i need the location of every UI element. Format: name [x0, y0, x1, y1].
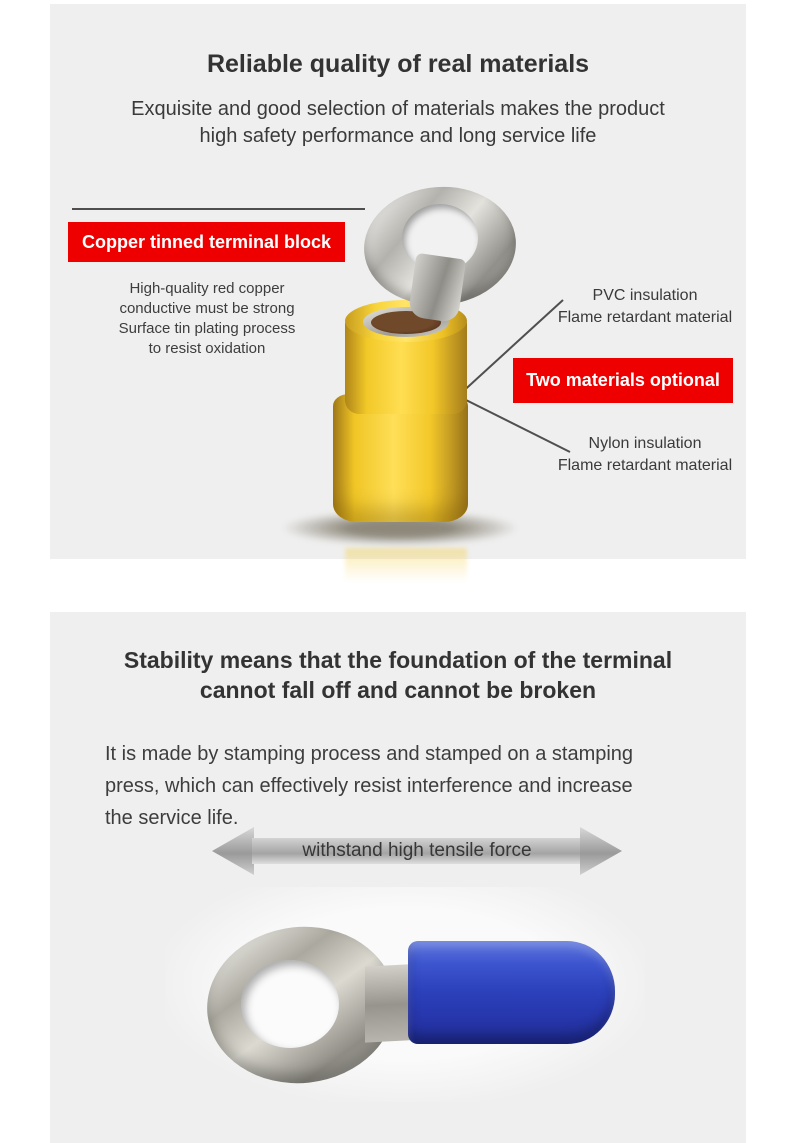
two-materials-badge: Two materials optional	[513, 358, 733, 403]
blue-terminal-ring-hole	[241, 960, 339, 1048]
copper-note	[75, 279, 339, 359]
section2-body	[105, 738, 725, 834]
yellow-terminal-reflection	[345, 548, 467, 582]
section1-subtitle-line2: high safety performance and long service life	[199, 125, 597, 147]
pvc-callout-line1: PVC insulation	[592, 287, 698, 304]
section1-heading: Reliable quality of real materials	[206, 50, 590, 78]
section2-body-line3: the service life.	[105, 807, 239, 829]
yellow-terminal-metal-stem	[408, 253, 466, 323]
nylon-callout-line2: Flame retardant material	[557, 457, 733, 474]
section2-body-line2: press, which can effectively resist interference and increase	[105, 775, 633, 797]
pvc-callout	[535, 285, 755, 329]
section1-subtitle-line1: Exquisite and good selection of materials makes the product	[131, 98, 665, 120]
copper-note-line2: conductive must be strong	[119, 300, 295, 317]
section-stability	[50, 612, 746, 1143]
section2-heading-line2: cannot fall off and cannot be broken	[199, 677, 597, 703]
section2-body-line1: It is made by stamping process and stamped on a stamping	[105, 743, 634, 765]
blue-terminal-insulation-sleeve	[408, 941, 615, 1044]
copper-note-line3: Surface tin plating process	[118, 320, 296, 337]
arrow-label: withstand high tensile force	[302, 840, 532, 861]
section-material-quality	[50, 4, 746, 559]
copper-note-line1: High-quality red copper	[129, 280, 285, 297]
section2-heading	[50, 645, 746, 705]
pvc-callout-line2: Flame retardant material	[557, 309, 733, 326]
nylon-callout-line1: Nylon insulation	[588, 435, 702, 452]
section2-heading-line1: Stability means that the foundation of the terminal	[123, 647, 673, 673]
copper-note-line4: to resist oxidation	[148, 340, 266, 357]
nylon-callout	[535, 433, 755, 477]
copper-badge: Copper tinned terminal block	[68, 222, 345, 262]
